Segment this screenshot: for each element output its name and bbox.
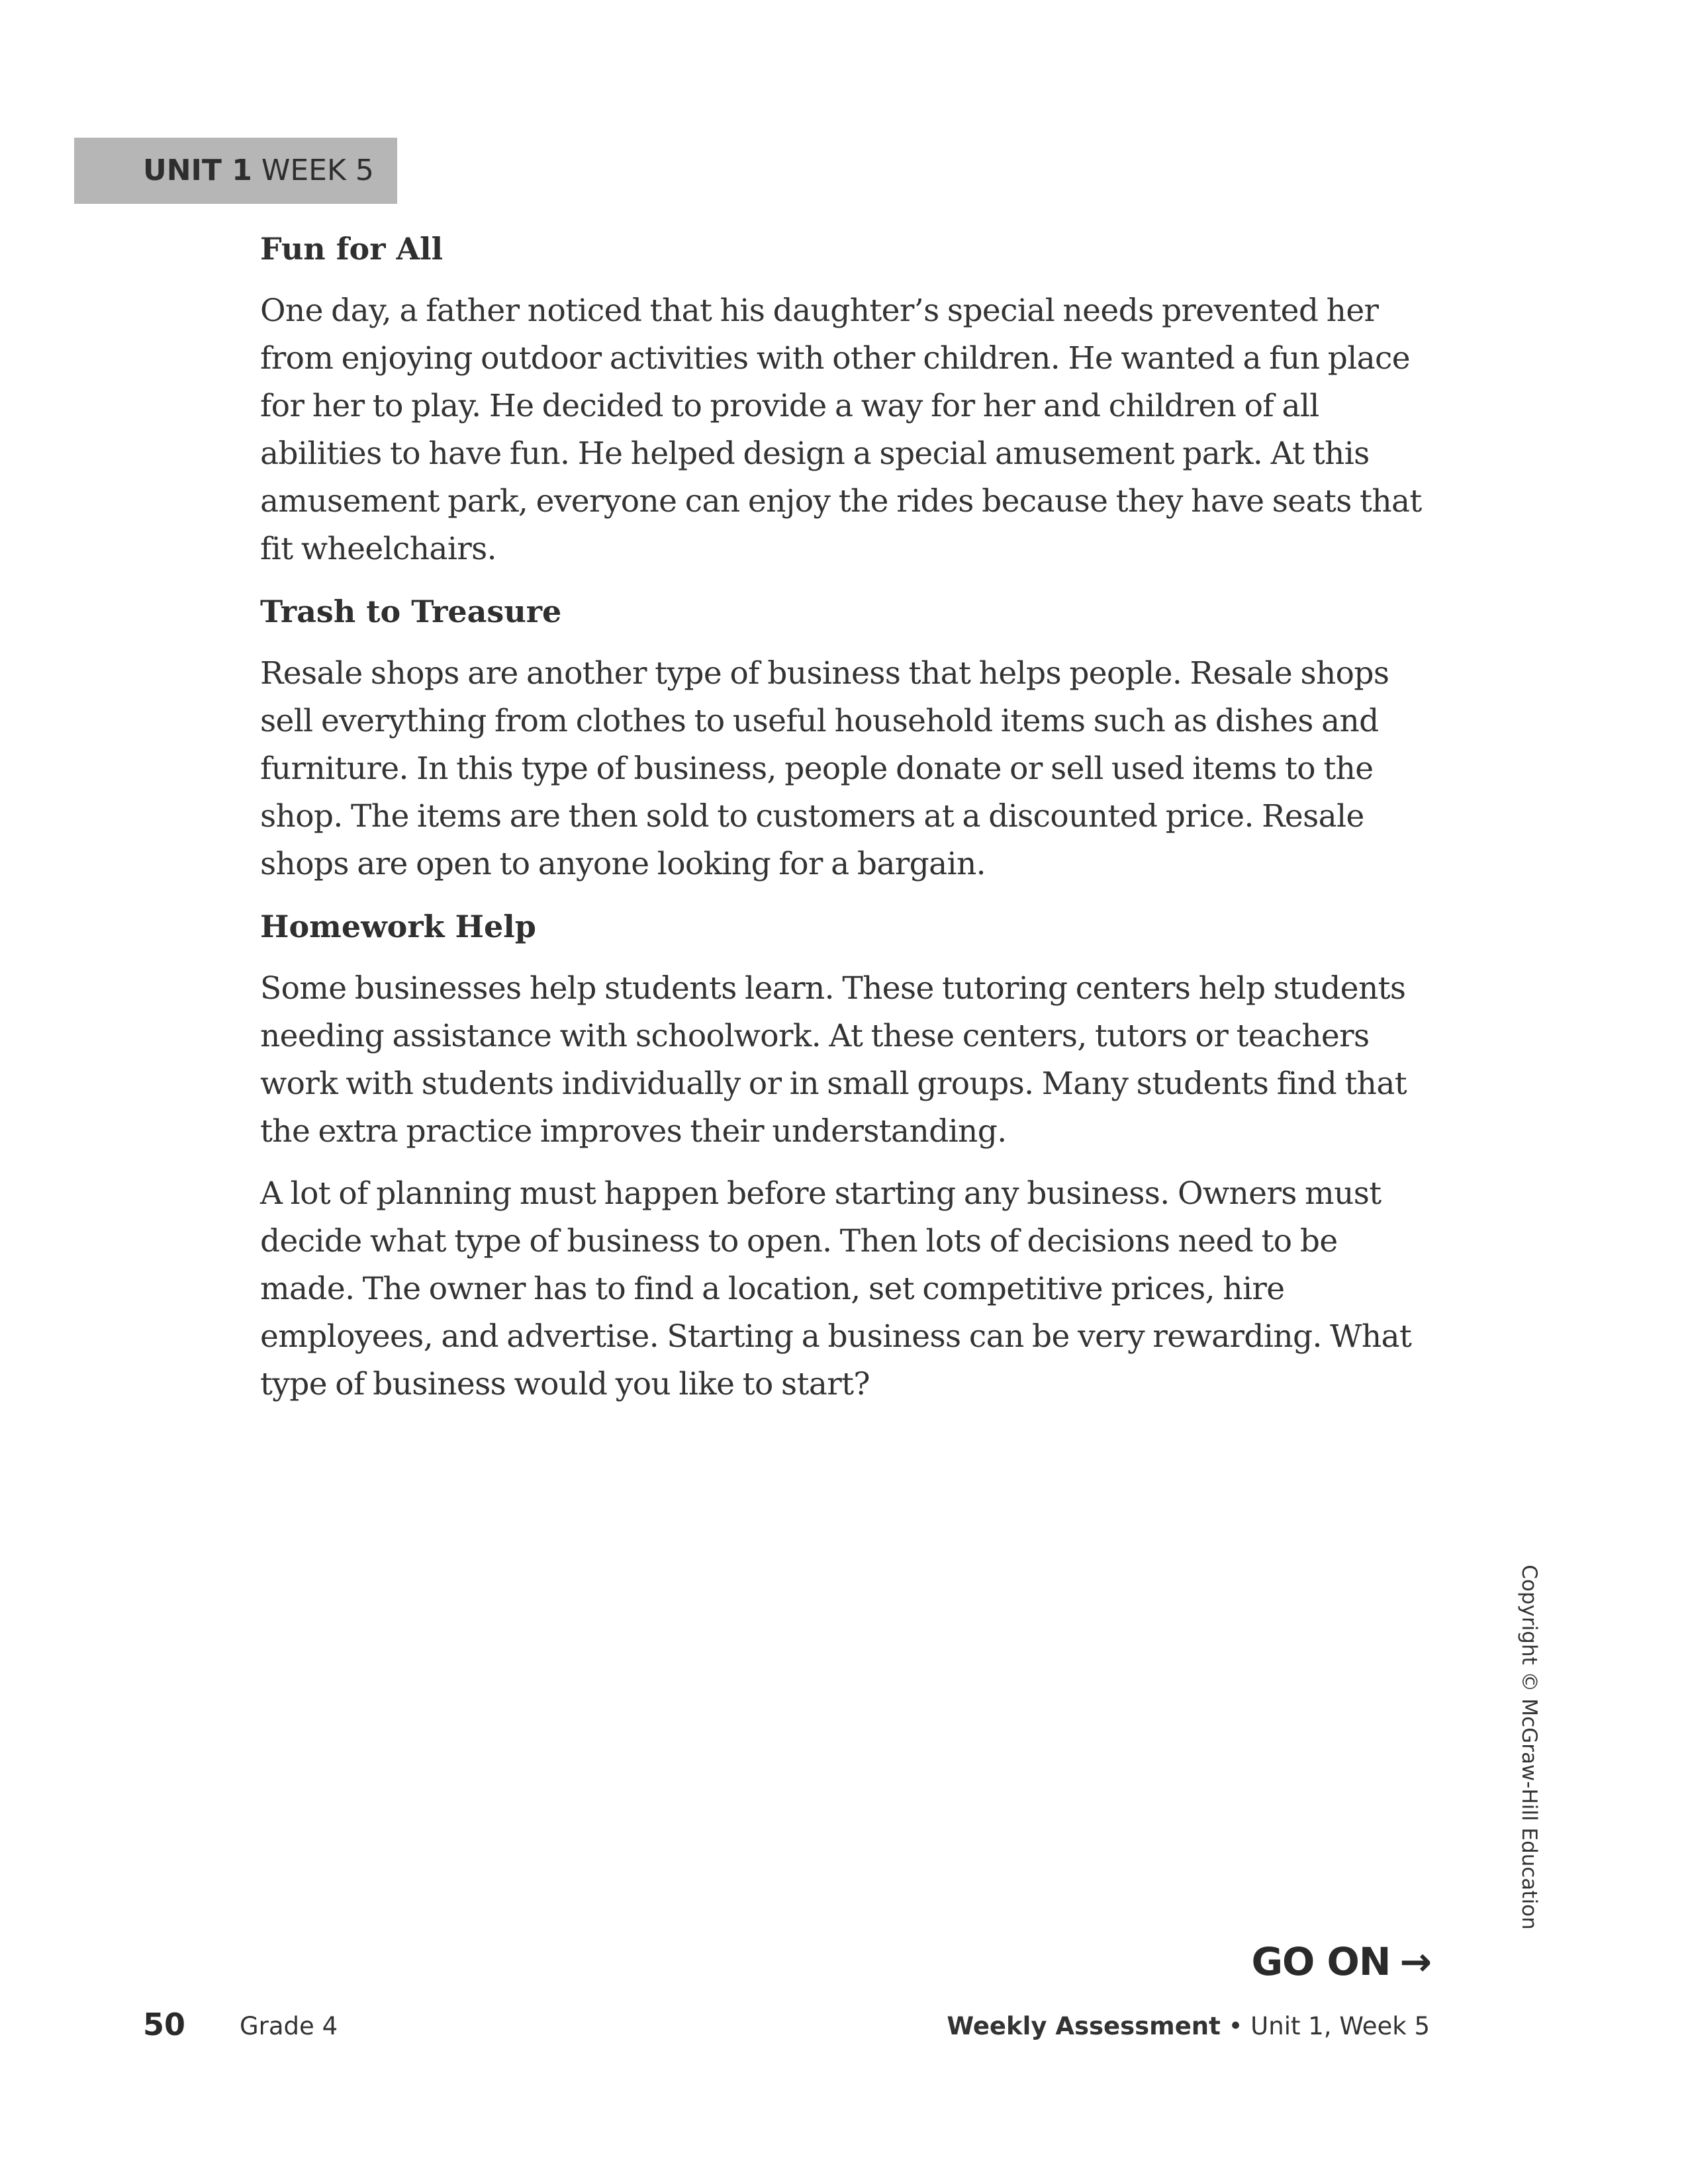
paragraph: Some businesses help students learn. These tutoring centers help students needing assistance with schoolwork. At these centers, tutors or teachers work with students individually or in small groups. Many students find that the extra practice improves their understanding. <box>260 970 1407 1150</box>
footer-separator: • <box>1220 2012 1251 2040</box>
section-homework-help <box>260 903 1438 1408</box>
grade-label: Grade 4 <box>240 2012 338 2040</box>
paragraph: A lot of planning must happen before starting any business. Owners must decide what type of business to open. Then lots of decisions need to be made. The owner has to find a location, set competitive prices, hire employees, and advertise. Starting a business can be very rewarding. What type of business would you like to start? <box>260 1175 1412 1402</box>
section-trash-to-treasure <box>260 588 1438 888</box>
unit-week-tab <box>74 138 397 204</box>
arrow-right-icon: → <box>1399 1939 1431 1984</box>
paragraph: Resale shops are another type of business that helps people. Resale shops sell everything from clothes to useful household items such as dishes and furniture. In this type of business, people donate or sell used items to the shop. The items are then sold to customers at a discounted price. Resale shops are open to anyone looking for a bargain. <box>260 655 1389 882</box>
assessment-footer <box>947 2012 1430 2040</box>
section-heading: Homework Help <box>260 909 536 944</box>
section-fun-for-all <box>260 225 1438 573</box>
week-label: WEEK 5 <box>261 154 374 187</box>
paragraph: One day, a father noticed that his daughter’s special needs prevented her from enjoying outdoor activities with other children. He wanted a fun place for her to play. He decided to provide a way for her and children of all abilities to have fun. He helped design a special amusement park. At this amusement park, everyone can enjoy the rides because they have seats that fit wheelchairs. <box>260 293 1422 567</box>
copyright-notice: Copyright © McGraw-Hill Education <box>1517 1565 1541 1930</box>
unit-label: UNIT 1 <box>143 154 252 187</box>
section-heading: Fun for All <box>260 231 444 267</box>
page-number: 50 <box>143 2007 186 2042</box>
reading-passage <box>260 225 1438 1423</box>
assessment-title: Weekly Assessment <box>947 2012 1221 2040</box>
go-on-indicator <box>1251 1939 1431 1984</box>
go-on-label: GO ON <box>1251 1939 1391 1984</box>
assessment-detail: Unit 1, Week 5 <box>1250 2012 1430 2040</box>
section-heading: Trash to Treasure <box>260 594 562 629</box>
